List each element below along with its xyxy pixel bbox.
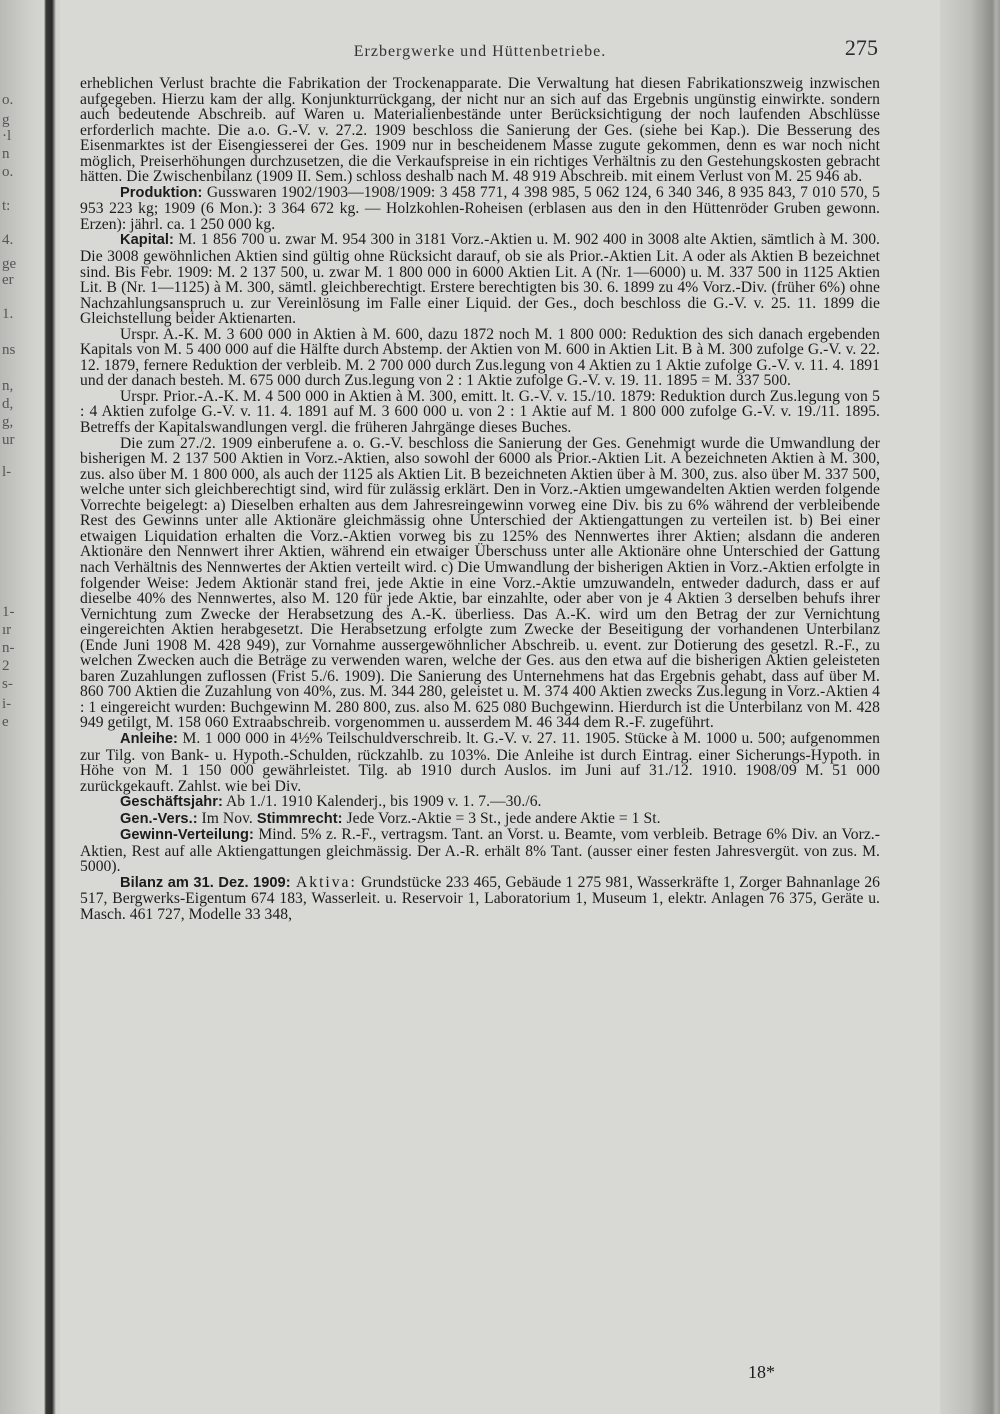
stimmrecht-label: Stimmrecht: (256, 810, 343, 827)
edge-char: t: (2, 198, 11, 214)
kapital-label: Kapital: (120, 232, 174, 249)
edge-char: o. (2, 92, 14, 108)
edge-char: n, (2, 378, 14, 394)
signature-mark: 18* (748, 1362, 775, 1382)
edge-char: i- (2, 696, 12, 712)
edge-char: 1- (2, 604, 15, 620)
geschaeftsjahr-text: Ab 1./1. 1910 Kalenderj., bis 1909 v. 1. 7.—30./6. (222, 793, 542, 811)
paragraph-sanierung: Die zum 27./2. 1909 einberufene a. o. G.-V. beschloss die Sanierung der Ges. Genehmigt wurde die Umwandlung der bisherigen M. 2 137 500 Aktien in Vorz.-Aktien, also sowohl der 6000 als Prior.-Aktien Lit. A bezeichneten Aktien à M. 300, zus. also über M. 1 800 000, als auch der 1125 als Aktien Lit. B bezeichneten Aktien über à M. 300, zus. also über M. 337 500, welche unter sich gleichberechtigt sind, wird für zulässig erklärt. Den in Vorz.-Aktien umgewandelten Aktien werden folgende Vorrechte beigelegt: a) Dieselben erhalten aus dem Jahresreingewinn vorweg eine Div. bis zu 6% während der verbleibende Rest des Gewinns unter alle Aktionäre gleichmässig ohne Unterschied der Aktiengattungen zu verteilen ist. b) Bei einer etwaigen Liquidation erhalten die Vorz.-Aktien vorweg bis zu 125% des Nennwertes ihrer Aktien; alsdann die anderen Aktionäre den Nennwert ihrer Aktien, während ein etwaiger Überschuss unter alle Aktionäre ohne Unterschied der Gattung nach Verhältnis des Nennwertes der Aktien verteilt wird. c) Die Umwandlung der bisherigen Aktien in Vorz.-Aktien erfolgte in folgender Weise: Jedem Aktionär stand frei, jede Aktie in eine Vorz.-Aktie umzuwandeln, entweder dadurch, dass er auf dieselbe 40% des Nennwertes, also M. 120 für jede Aktie, bar einzahlte, oder aber von je 4 Aktien 3 derselben behufs ihrer Vernichtung zum Zwecke der Herabsetzung des A.-K. überliess. Das A.-K. wird um den Betrag der zur Vernichtung eingereichten Aktien herabgesetzt. Die Herabsetzung erfolgte zum Zwecke der Beseitigung der vorhandenen Unterbilanz (Ende Juni 1908 M. 428 949), zur Vornahme aussergewöhnlicher Abschreib. u. event. zur Dotierung des gesetzl. R.-F., zu welchen Zwecken auch die Beträge zu verwenden waren, welche der Ges. aus den etwa auf die bisherigen Aktien geleisteten baren Zuzahlungen zuflossen (Frist 5./6. 1909). Die Sanierung des Unternehmens hat das Ergebnis gehabt, dass auf über M. 860 700 Aktien die Zuzahlung von 40%, zus. M. 344 280, geleistet u. M. 374 400 Aktien zwecks Zus.legung in Vorz.-Aktien 4 : 1 eingereicht wurden: Buchgewinn M. 280 800, zus. also M. 625 080 Buchgewinn. Hierdurch ist die Unterbilanz von M. 428 949 getilgt, M. 158 060 Extraabschreib. vorgenommen u. ausserdem M. 46 344 dem R.-F. zugeführt. (80, 434, 880, 732)
edge-char: ge (2, 256, 17, 272)
edge-char: e (2, 714, 9, 730)
running-title: Erzbergwerke und Hüttenbetriebe. (353, 43, 607, 60)
paragraph-bilanz (80, 875, 880, 923)
paragraph-anleihe (80, 731, 880, 794)
bilanz-text: Grundstücke 233 465, Gebäude 1 275 981, Wasserkräfte 1, Zorger Bahnanlage 26 517, Bergwerks-Eigentum 674 183, Wasserleit. u. Reservoir 1, Laboratorium 1, Museum 1, elektr. Anlagen 76 375, Geräte u. Masch. 461 727, Modelle 33 348, (80, 873, 881, 923)
stimmrecht-text: Jede Vorz.-Aktie = 3 St., jede andere Aktie = 1 St. (342, 809, 661, 827)
paragraph-produktion (80, 185, 880, 233)
edge-char: ns (2, 342, 16, 358)
page-number: 275 (844, 35, 878, 60)
edge-char: 4. (2, 232, 14, 248)
paragraph-genvers (80, 811, 880, 828)
paragraph-kapital (80, 232, 880, 326)
paragraph-ursprung-aktien: Urspr. A.-K. M. 3 600 000 in Aktien à M. 600, dazu 1872 noch M. 1 800 000: Reduktion des sich danach ergebenden Kapitals von M. 5 400 000 auf die Hälfte durch Abstemp. der Aktien von M. 600 in Aktien Lit. B à M. 300 zufolge G.-V. v. 22. 12. 1879, fernere Reduktion der verbleib. M. 2 700 000 durch Zus.legung von 4 Aktien zu 1 Aktie zufolge G.-V. v. 11. 4. 1891 und der danach besteh. M. 675 000 durch Zus.legung von 2 : 1 Aktie zufolge G.-V. v. 19. 11. 1895 = M. 337 500. (80, 325, 880, 390)
edge-char: n- (2, 640, 15, 656)
paragraph-intro: erheblichen Verlust brachte die Fabrikation der Trockenapparate. Die Verwaltung hat diesen Fabrikationszweig inzwischen aufgegeben. Hierzu kam der allg. Konjunkturrückgang, der nicht nur an sich auf das Ergebnis ungünstig einwirkte. sondern auch bedeutende Abschreib. auf Waren u. Materialienbestände unter Berücksichtigung der noch laufenden Abschlüsse erforderlich machte. Die a.o. G.-V. v. 27.2. 1909 beschloss die Sanierung der Ges. (siehe bei Kap.). Die Besserung des Eisenmarktes ist der Eisengiesserei der Ges. 1909 nur in bescheidenem Masse zugute gekommen, denn es war noch nicht möglich, Preiserhöhungen durchzusetzen, die die Verkaufspreise in ein richtiges Verhältnis zu den Gestehungskosten gebracht hätten. Die Zwischenbilanz (1909 II. Sem.) schloss deshalb nach M. 48 919 Abschreib. mit einem Verlust von M. 25 946 ab. (80, 75, 880, 186)
produktion-text: Gusswaren 1902/1903—1908/1909: 3 458 771, 4 398 985, 5 062 124, 6 340 346, 8 935 843, 7 010 570, 5 953 223 kg; 1909 (6 Mon.): 3 364 672 kg. — Holzkohlen-Roheisen (erblasen aus den in den Hüttenröder Gruben gewonn. Erzen): jährl. ca. 1 250 000 kg. (80, 183, 880, 233)
kapital-text: M. 1 856 700 u. zwar M. 954 300 in 3181 Vorz.-Aktien u. M. 902 400 in 3008 alte Aktien, sämtlich à M. 300. Die 3008 gewöhnlichen Aktien sind gültig ohne Rücksicht darauf, ob sie als Prior.-Aktien Lit. A oder als Aktien B bezeichnet sind. Bis Febr. 1909: M. 2 137 500, u. zwar M. 1 800 000 in 6000 Aktien Lit. A (Nr. 1—6000) u. M. 337 500 in 1125 Aktien Lit. B (Nr. 1—1125) à M. 300, sämtl. gleichberechtigt. Erstere berechtigten bis 30. 6. 1899 zu 4% Vorz.-Div. (früher 6%) ohne Nachzahlungsanspruch u. zur Vereinlösung im Falle einer Liquid. der Ges., doch beschloss die G.-V. v. 25. 11. 1899 die Gleichstellung beider Aktienarten. (80, 231, 880, 328)
paragraph-gewinn (80, 827, 880, 875)
produktion-label: Produktion: (120, 184, 203, 201)
gewinn-label: Gewinn-Verteilung: (120, 827, 254, 844)
edge-char: 2 (2, 658, 10, 674)
edge-char: ·l (2, 128, 12, 144)
edge-char: 1. (2, 306, 14, 322)
edge-char: s- (2, 676, 13, 692)
edge-char: n (2, 146, 10, 162)
gewinn-text: Mind. 5% z. R.-F., vertragsm. Tant. an Vorst. u. Beamte, vom verbleib. Betrage 6% Div. an Vorz.-Aktien, Rest auf alle Aktiengattungen gleichmässig. Der A.-R. erhält 8% Tant. (ausser einer festen Jahresvergüt. von zus. M. 5000). (80, 826, 880, 876)
edge-char: g, (2, 414, 14, 430)
document-page (80, 36, 880, 923)
edge-char: er (2, 272, 14, 288)
edge-char: ur (2, 432, 15, 448)
scan-left-margin (0, 0, 60, 1414)
edge-char: g (2, 112, 10, 128)
anleihe-label: Anleihe: (120, 730, 178, 747)
bilanz-aktiva-label: Aktiva: (290, 873, 357, 891)
anleihe-text: M. 1 000 000 in 4½% Teilschuldverschreib. lt. G.-V. v. 27. 11. 1905. Stücke à M. 1000 u. 500; aufgenommen zur Tilg. von Bank- u. Hypoth.-Schulden, rückzahlb. zu 103%. Die Anleihe ist durch Eintrag. einer Sicherungs-Hypoth. in Höhe von M. 1 150 000 gewährleistet. Tilg. ab 1910 durch Auslos. im Juni auf 31./12. 1910. 1908/09 M. 51 000 zurückgekauft. Zahlst. wie bei Div. (80, 729, 880, 795)
bilanz-label: Bilanz am 31. Dez. 1909: (120, 874, 291, 891)
geschaeftsjahr-label: Geschäftsjahr: (120, 794, 223, 811)
paragraph-geschaeftsjahr (80, 794, 880, 811)
edge-char: l- (2, 464, 12, 480)
edge-char: ır (2, 622, 12, 638)
scan-right-margin (940, 0, 1000, 1414)
edge-char: d, (2, 396, 14, 412)
genvers-text: Im Nov. (197, 809, 253, 827)
genvers-label: Gen.-Vers.: (120, 810, 198, 827)
edge-char: o. (2, 164, 14, 180)
running-header (80, 36, 880, 76)
paragraph-ursprung-prior: Urspr. Prior.-A.-K. M. 4 500 000 in Aktien à M. 300, emitt. lt. G.-V. v. 15./10. 1879: Reduktion durch Zus.legung von 5 : 4 Aktien zufolge G.-V. v. 11. 4. 1891 auf M. 3 600 000 u. von 2 : 1 Aktie auf M. 1 800 000 zufolge G.-V. v. 19./11. 1895. Betreffs der Kapitalswandlungen vergl. die früheren Jahrgänge dieses Buches. (80, 387, 880, 437)
